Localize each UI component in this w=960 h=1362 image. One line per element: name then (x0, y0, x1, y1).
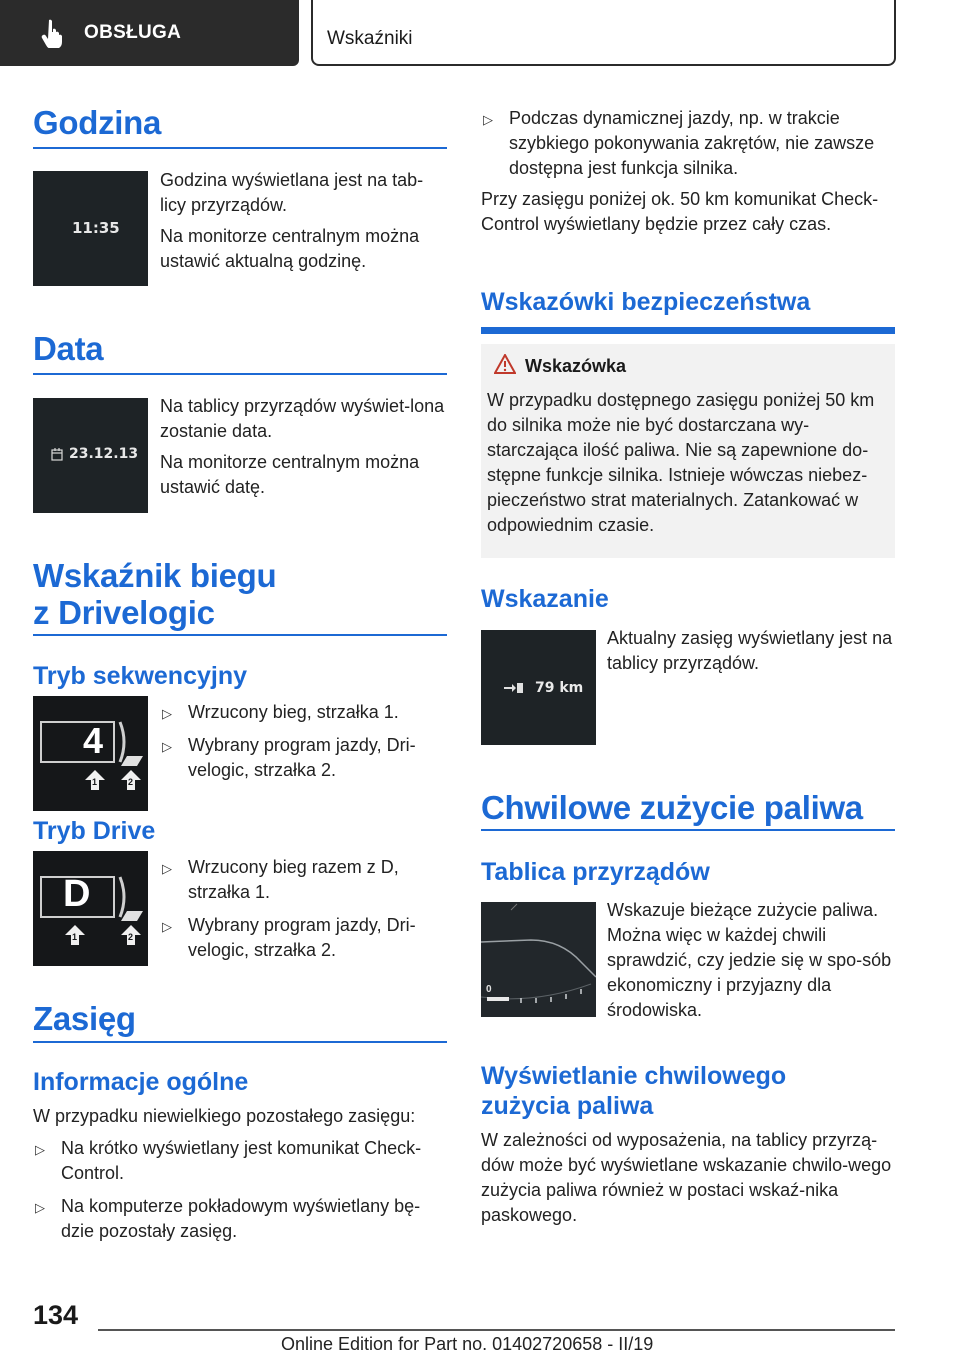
chapter-tab (311, 0, 896, 66)
show-heading-line1: Wyświetlanie chwilowego (481, 1062, 787, 1090)
clock-p2: Na monitorze centralnym można ustawić aktualną godzinę. (160, 226, 420, 271)
calendar-icon (51, 448, 63, 461)
chapter-label: Wskaźniki (327, 28, 413, 49)
gear-heading-line2: z Drivelogic (33, 594, 215, 631)
clock-display: 11:35 (72, 219, 120, 237)
date-image (33, 398, 148, 513)
date-heading: Data (33, 330, 104, 367)
triangle-bullet-icon: ▷ (162, 739, 172, 754)
drive-gear-value: D (63, 873, 91, 915)
seq-bullet-2 (160, 733, 447, 783)
date-rule (33, 373, 447, 375)
warning-bar (481, 327, 895, 334)
range-display-value: 79 km (535, 680, 584, 696)
seq-arrow1-label: 1 (92, 777, 98, 787)
fuel-pump-arrow-icon (503, 682, 525, 694)
date-text (160, 394, 447, 506)
drive-bullet-1-text: Wrzucony bieg razem z D, strzałka 1. (188, 857, 399, 902)
range-display-heading: Wskazanie (481, 585, 609, 613)
triangle-bullet-icon: ▷ (35, 1142, 45, 1157)
clock-rule (33, 147, 447, 149)
range-bullet-1-text: Na krótko wyświetlany jest komunikat Check-Control. (61, 1138, 422, 1183)
seq-bullet-1 (160, 700, 447, 725)
show-heading-line2: zużycia paliwa (481, 1092, 654, 1120)
fuel-heading: Chwilowe zużycie paliwa (481, 789, 863, 826)
fuel-gauge-zero: 0 (486, 984, 492, 995)
warning-title: Wskazówka (525, 356, 627, 376)
footer-rule (98, 1329, 895, 1331)
panel-heading: Tablica przyrządów (481, 858, 710, 886)
date-display: 23.12.13 (69, 446, 139, 462)
fuel-gauge-display (481, 902, 596, 1017)
drive-gear-display (33, 851, 148, 966)
clock-p1: Godzina wyświetlana jest na tab-licy przyrządów. (160, 170, 424, 215)
drive-arrow2-label: 2 (128, 932, 134, 942)
page-number: 134 (33, 1300, 79, 1330)
warning-box (481, 344, 895, 558)
panel-text: Wskazuje bieżące zużycie paliwa. Można więc w każdej chwili sprawdzić, czy jedzie się w spo-sób ekonomiczny i przyjazny dla środowiska. (607, 900, 892, 1020)
drive-bullet-1 (160, 855, 447, 905)
range-bullet-1 (33, 1136, 447, 1186)
triangle-bullet-icon: ▷ (483, 112, 493, 127)
show-heading (481, 1061, 786, 1121)
date-p1: Na tablicy przyrządów wyświet-lona zostanie data. (160, 396, 445, 441)
seq-image (33, 696, 148, 811)
seq-heading: Tryb sekwencyjny (33, 662, 248, 690)
seq-bullet-1-text: Wrzucony bieg, strzałka 1. (188, 702, 399, 722)
hand-pointer-icon (40, 18, 68, 48)
gear-rule (33, 634, 447, 636)
range-display-text: Aktualny zasięg wyświetlany jest na tablicy przyrządów. (607, 628, 893, 673)
gear-heading (33, 557, 276, 631)
footer-edition: Online Edition for Part no. 01402720658 - II/19 (281, 1334, 654, 1354)
seq-gear-value: 4 (83, 720, 104, 761)
triangle-bullet-icon: ▷ (162, 919, 172, 934)
seq-bullet-2-text: Wybrany program jazdy, Dri-velogic, strzałka 2. (188, 735, 416, 780)
panel-image (481, 902, 596, 1017)
date-p2: Na monitorze centralnym można ustawić datę. (160, 452, 420, 497)
range-intro: W przypadku niewielkiego pozostałego zasięgu: (33, 1106, 416, 1126)
range-bullet-2-text: Na komputerze pokładowym wyświetlany bę-dzie pozostały zasięg. (61, 1196, 421, 1241)
drive-heading: Tryb Drive (33, 817, 156, 845)
show-text: W zależności od wyposażenia, na tablicy przyrzą-dów może być wyświetlane wskazanie chwilo-wego zużycia paliwa również w postaci wskaź-nika paskowego. (481, 1130, 892, 1225)
range-bullet-3 (481, 106, 895, 181)
drive-bullet-2 (160, 913, 447, 963)
drive-arrow1-label: 1 (72, 932, 78, 942)
triangle-bullet-icon: ▷ (35, 1200, 45, 1215)
drive-image (33, 851, 148, 966)
fuel-rule (481, 829, 895, 831)
range-bullet-2 (33, 1194, 447, 1244)
clock-image (33, 171, 148, 286)
range-bullet-3-text: Podczas dynamicznej jazdy, np. w trakcie szybkiego pokonywania zakrętów, nie zawsze dostępna jest funkcja silnika. (509, 108, 875, 178)
section-label: OBSŁUGA (84, 22, 182, 43)
clock-text (160, 168, 447, 280)
clock-heading: Godzina (33, 104, 162, 141)
triangle-bullet-icon: ▷ (162, 706, 172, 721)
warning-text: W przypadku dostępnego zasięgu poniżej 50 km do silnika może nie być dostarczana wy-starczająca ilość paliwa. Nie są zapewnione do-stępne funkcje silnika. Istnieje wówczas niebez-pieczeństwo strat materialnych. Zatankować w odpowiednim czasie. (487, 390, 875, 535)
range-general-heading: Informacje ogólne (33, 1068, 249, 1096)
section-tab[interactable] (0, 0, 299, 66)
gear-heading-line1: Wskaźnik biegu (33, 557, 277, 594)
warning-triangle-icon (494, 354, 516, 374)
safety-heading: Wskazówki bezpieczeństwa (481, 288, 811, 316)
seq-arrow2-label: 2 (128, 777, 134, 787)
range-display-image (481, 630, 596, 745)
range-below-text: Przy zasięgu poniżej ok. 50 km komunikat Check-Control wyświetlany będzie przez cały czas. (481, 189, 879, 234)
triangle-bullet-icon: ▷ (162, 861, 172, 876)
range-heading: Zasięg (33, 1000, 136, 1037)
drive-bullet-2-text: Wybrany program jazdy, Dri-velogic, strzałka 2. (188, 915, 416, 960)
range-rule (33, 1041, 447, 1043)
